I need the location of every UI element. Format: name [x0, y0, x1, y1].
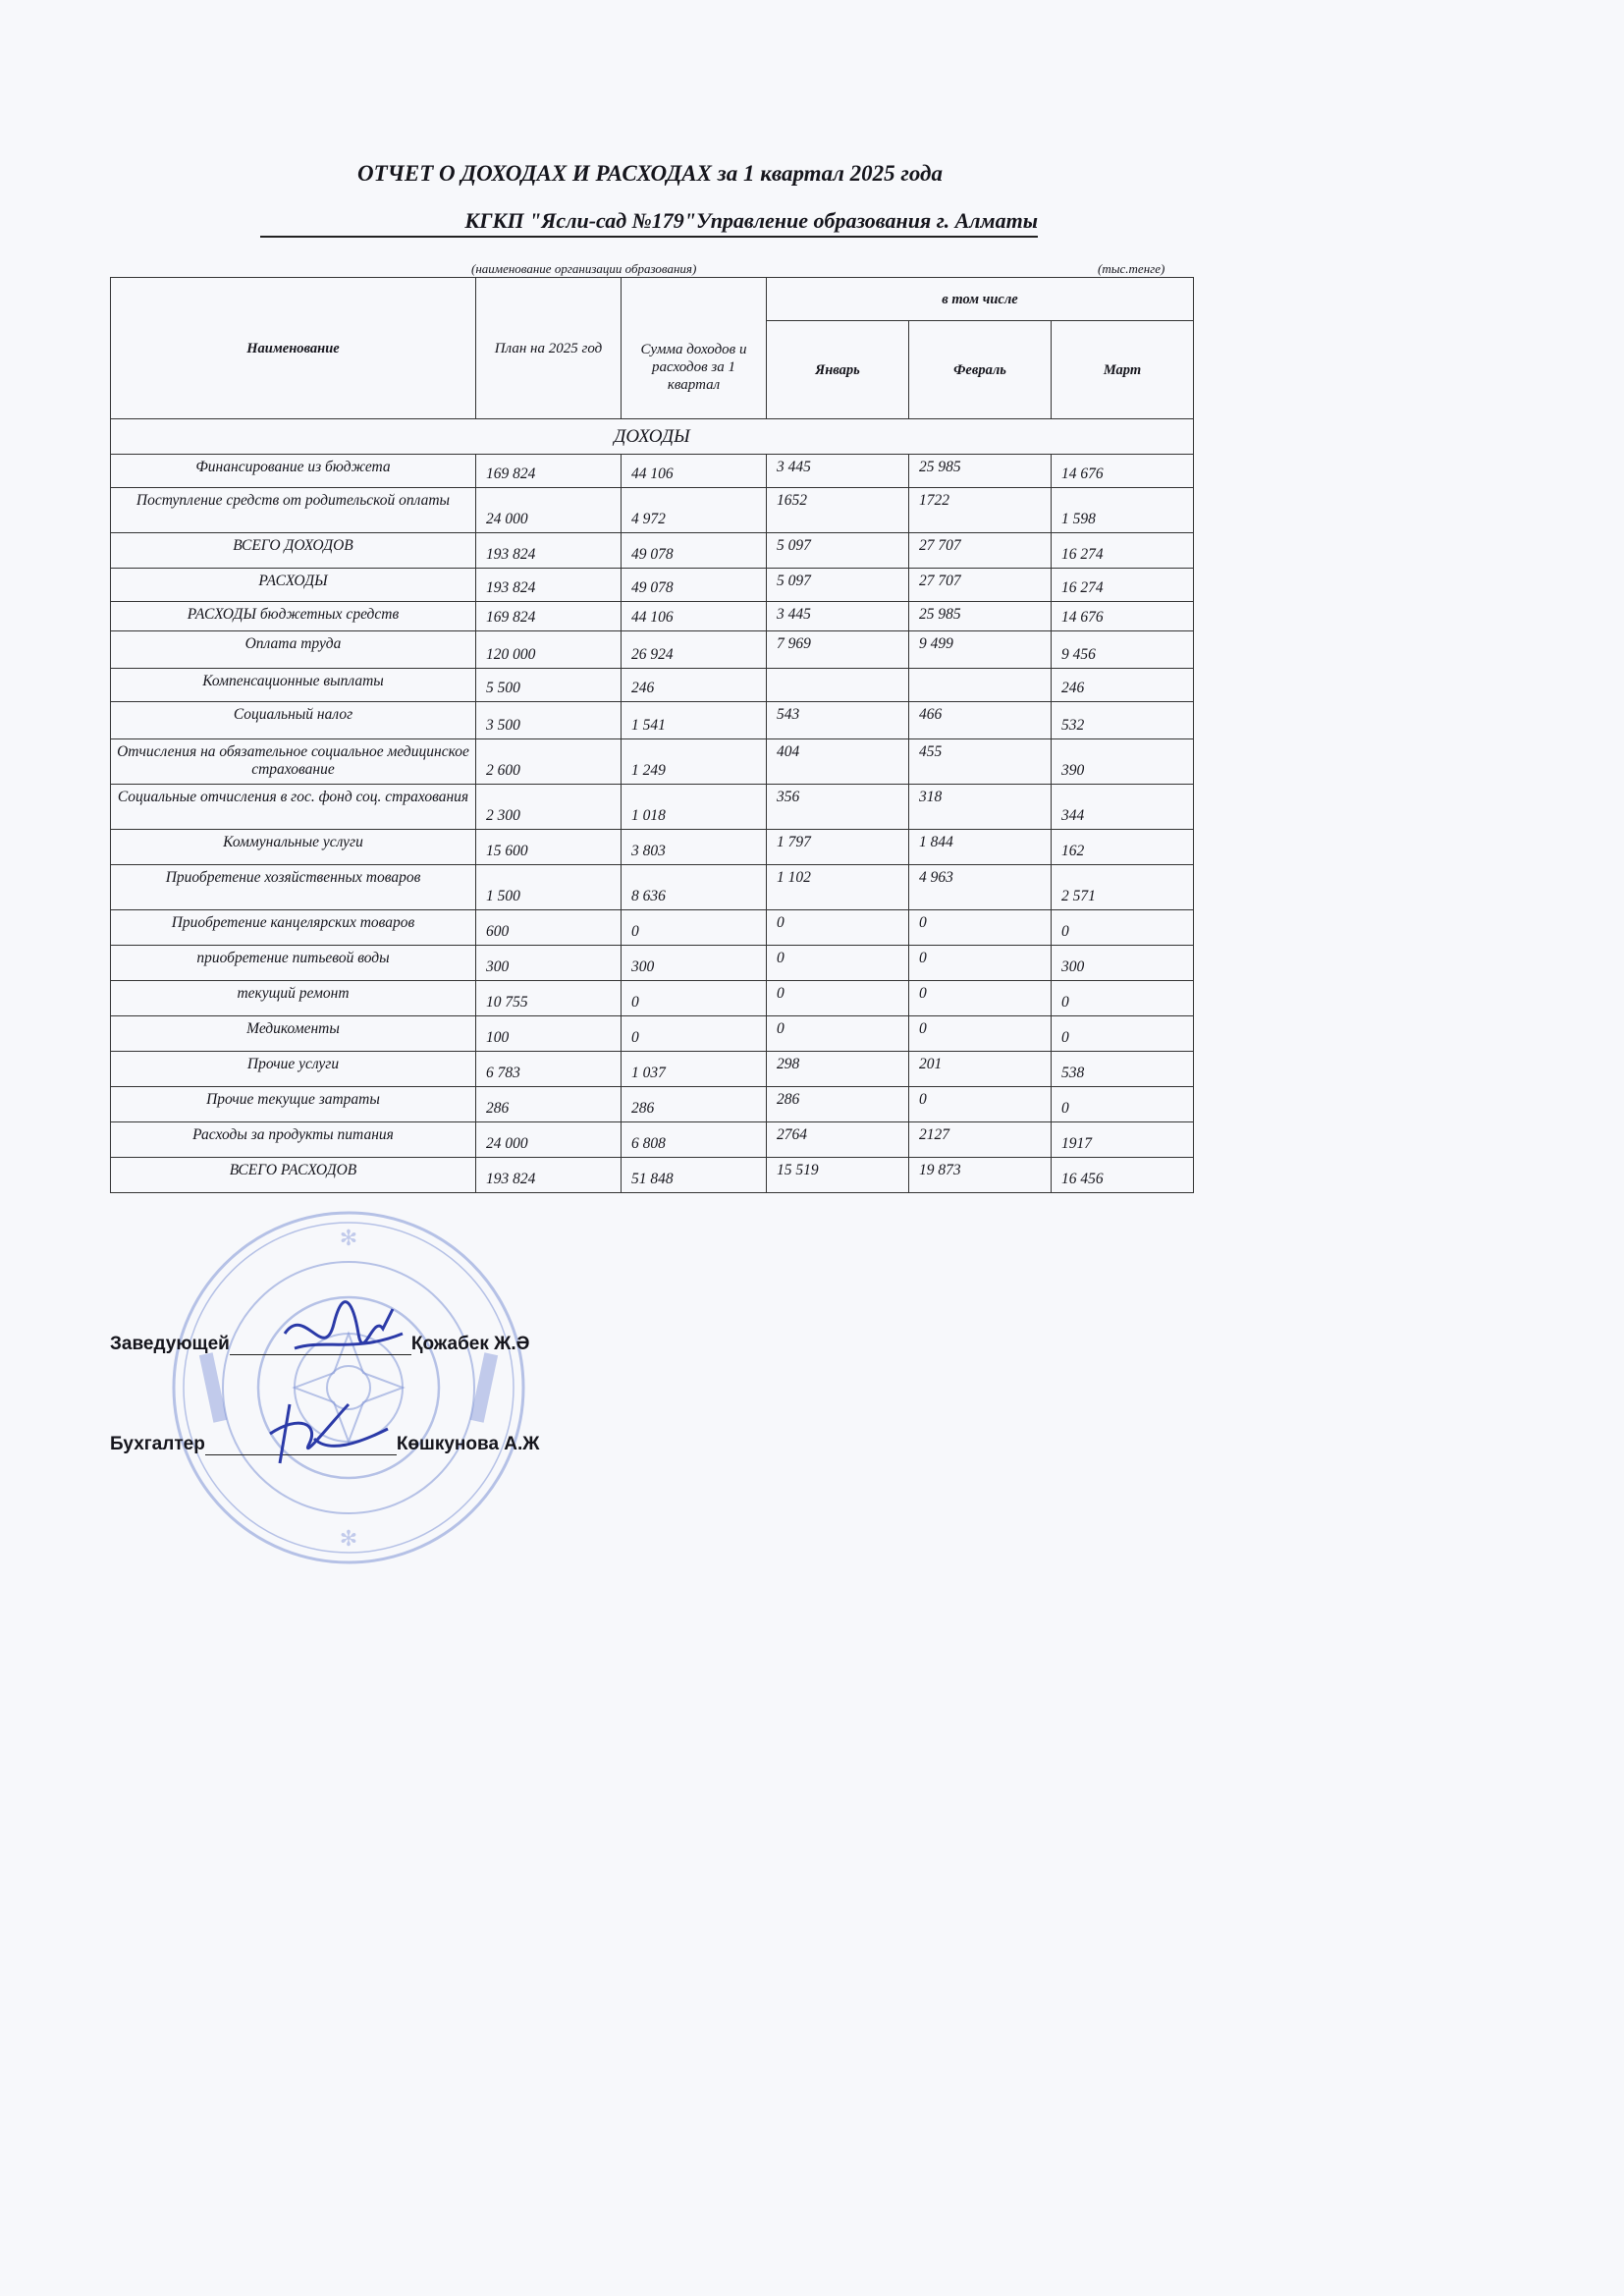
row-january: 0 — [767, 1016, 909, 1052]
row-sum: 49 078 — [622, 533, 767, 569]
row-name: Приобретение канцелярских товаров — [111, 910, 476, 946]
row-plan: 24 000 — [476, 488, 622, 533]
row-february: 4 963 — [909, 865, 1052, 910]
row-plan: 1 500 — [476, 865, 622, 910]
row-march: 1 598 — [1052, 488, 1194, 533]
table-row — [111, 785, 1194, 830]
row-sum: 8 636 — [622, 865, 767, 910]
row-plan: 120 000 — [476, 631, 622, 669]
row-plan: 100 — [476, 1016, 622, 1052]
row-plan: 5 500 — [476, 669, 622, 702]
row-name: РАСХОДЫ — [111, 569, 476, 602]
row-name: ВСЕГО РАСХОДОВ — [111, 1158, 476, 1193]
row-february: 25 985 — [909, 602, 1052, 631]
row-february: 25 985 — [909, 455, 1052, 488]
row-march: 162 — [1052, 830, 1194, 865]
row-march: 14 676 — [1052, 602, 1194, 631]
row-february: 201 — [909, 1052, 1052, 1087]
row-march: 16 456 — [1052, 1158, 1194, 1193]
table-row — [111, 910, 1194, 946]
table-row — [111, 1052, 1194, 1087]
units-note: (тыс.тенге) — [1098, 261, 1165, 276]
row-plan: 600 — [476, 910, 622, 946]
row-february: 0 — [909, 1087, 1052, 1122]
svg-text:✻: ✻ — [339, 1526, 358, 1551]
accountant-name: Көшкунова А.Ж — [396, 1434, 540, 1454]
row-january: 356 — [767, 785, 909, 830]
row-plan: 2 300 — [476, 785, 622, 830]
table-row — [111, 488, 1194, 533]
header-month-3: Март — [1052, 321, 1194, 419]
table-row — [111, 569, 1194, 602]
row-march: 16 274 — [1052, 533, 1194, 569]
row-february: 0 — [909, 946, 1052, 981]
row-sum: 300 — [622, 946, 767, 981]
table-row — [111, 1158, 1194, 1193]
row-name: ВСЕГО ДОХОДОВ — [111, 533, 476, 569]
organization-name: КГКП "Ясли-сад №179"Управление образования г. Алматы — [260, 208, 1038, 238]
row-march: 0 — [1052, 981, 1194, 1016]
row-january: 1 102 — [767, 865, 909, 910]
row-plan: 169 824 — [476, 455, 622, 488]
row-january: 404 — [767, 739, 909, 785]
row-name: РАСХОДЫ бюджетных средств — [111, 602, 476, 631]
row-january: 286 — [767, 1087, 909, 1122]
row-february — [909, 669, 1052, 702]
svg-text:✻: ✻ — [339, 1226, 358, 1250]
header-name: Наименование — [111, 278, 476, 419]
row-march: 2 571 — [1052, 865, 1194, 910]
row-january: 5 097 — [767, 569, 909, 602]
row-sum: 6 808 — [622, 1122, 767, 1158]
row-february: 0 — [909, 981, 1052, 1016]
row-february: 0 — [909, 1016, 1052, 1052]
row-plan: 15 600 — [476, 830, 622, 865]
section-income: ДОХОДЫ — [111, 419, 1194, 455]
row-february: 27 707 — [909, 533, 1052, 569]
table-row — [111, 669, 1194, 702]
row-sum: 4 972 — [622, 488, 767, 533]
table-row — [111, 739, 1194, 785]
row-january: 1 797 — [767, 830, 909, 865]
table-row — [111, 602, 1194, 631]
row-march: 9 456 — [1052, 631, 1194, 669]
row-name: Расходы за продукты питания — [111, 1122, 476, 1158]
table-row — [111, 981, 1194, 1016]
row-february: 455 — [909, 739, 1052, 785]
row-january: 5 097 — [767, 533, 909, 569]
row-january: 0 — [767, 910, 909, 946]
row-name: Прочие услуги — [111, 1052, 476, 1087]
row-march: 390 — [1052, 739, 1194, 785]
row-january: 1652 — [767, 488, 909, 533]
row-plan: 6 783 — [476, 1052, 622, 1087]
row-sum: 0 — [622, 910, 767, 946]
row-sum: 246 — [622, 669, 767, 702]
row-sum: 51 848 — [622, 1158, 767, 1193]
organization-caption: (наименование организации образования) — [471, 261, 697, 276]
row-january: 2764 — [767, 1122, 909, 1158]
row-february: 0 — [909, 910, 1052, 946]
row-sum: 1 018 — [622, 785, 767, 830]
table-row — [111, 1016, 1194, 1052]
row-march: 0 — [1052, 1087, 1194, 1122]
row-plan: 286 — [476, 1087, 622, 1122]
head-title: Заведующей — [110, 1334, 230, 1354]
row-january: 3 445 — [767, 602, 909, 631]
row-march: 1917 — [1052, 1122, 1194, 1158]
row-name: Коммунальные услуги — [111, 830, 476, 865]
row-plan: 10 755 — [476, 981, 622, 1016]
row-january: 3 445 — [767, 455, 909, 488]
row-march: 300 — [1052, 946, 1194, 981]
row-march: 14 676 — [1052, 455, 1194, 488]
table-row — [111, 702, 1194, 739]
row-january: 298 — [767, 1052, 909, 1087]
row-february: 318 — [909, 785, 1052, 830]
table-body — [111, 455, 1194, 1193]
row-plan: 300 — [476, 946, 622, 981]
accountant-handwritten-signature — [250, 1385, 398, 1473]
row-plan: 24 000 — [476, 1122, 622, 1158]
row-february: 1 844 — [909, 830, 1052, 865]
row-sum: 1 249 — [622, 739, 767, 785]
row-february: 27 707 — [909, 569, 1052, 602]
header-group: в том числе — [767, 278, 1194, 321]
row-plan: 193 824 — [476, 1158, 622, 1193]
row-february: 466 — [909, 702, 1052, 739]
accountant-title: Бухгалтер — [110, 1434, 205, 1454]
row-name: Прочие текущие затраты — [111, 1087, 476, 1122]
row-january: 0 — [767, 981, 909, 1016]
row-plan: 2 600 — [476, 739, 622, 785]
header-month-2: Февраль — [909, 321, 1052, 419]
row-february: 9 499 — [909, 631, 1052, 669]
row-march: 532 — [1052, 702, 1194, 739]
row-sum: 286 — [622, 1087, 767, 1122]
row-name: Социальный налог — [111, 702, 476, 739]
row-name: текущий ремонт — [111, 981, 476, 1016]
income-expense-table — [110, 277, 1194, 1193]
row-march: 246 — [1052, 669, 1194, 702]
row-plan: 169 824 — [476, 602, 622, 631]
row-january — [767, 669, 909, 702]
row-march: 16 274 — [1052, 569, 1194, 602]
head-handwritten-signature — [265, 1294, 412, 1368]
table-row — [111, 946, 1194, 981]
row-name: Социальные отчисления в гос. фонд соц. страхования — [111, 785, 476, 830]
row-plan: 193 824 — [476, 533, 622, 569]
row-sum: 49 078 — [622, 569, 767, 602]
table-row — [111, 1122, 1194, 1158]
row-march: 538 — [1052, 1052, 1194, 1087]
row-name: Компенсационные выплаты — [111, 669, 476, 702]
table-row — [111, 865, 1194, 910]
row-january: 7 969 — [767, 631, 909, 669]
row-name: приобретение питьевой воды — [111, 946, 476, 981]
row-name: Медикоменты — [111, 1016, 476, 1052]
row-january: 15 519 — [767, 1158, 909, 1193]
report-title: ОТЧЕТ О ДОХОДАХ И РАСХОДАХ за 1 квартал 2025 года — [357, 161, 943, 186]
row-february: 1722 — [909, 488, 1052, 533]
row-january: 0 — [767, 946, 909, 981]
row-sum: 0 — [622, 981, 767, 1016]
table-row — [111, 631, 1194, 669]
row-name: Поступление средств от родительской оплаты — [111, 488, 476, 533]
table-row — [111, 830, 1194, 865]
row-january: 543 — [767, 702, 909, 739]
row-march: 344 — [1052, 785, 1194, 830]
row-name: Приобретение хозяйственных товаров — [111, 865, 476, 910]
table-row — [111, 455, 1194, 488]
table-row — [111, 1087, 1194, 1122]
row-sum: 26 924 — [622, 631, 767, 669]
row-sum: 44 106 — [622, 602, 767, 631]
row-sum: 3 803 — [622, 830, 767, 865]
head-name: Қожабек Ж.Ә — [410, 1334, 530, 1354]
row-february: 2127 — [909, 1122, 1052, 1158]
header-plan: План на 2025 год — [476, 278, 622, 419]
row-march: 0 — [1052, 910, 1194, 946]
row-name: Оплата труда — [111, 631, 476, 669]
row-february: 19 873 — [909, 1158, 1052, 1193]
row-sum: 44 106 — [622, 455, 767, 488]
row-name: Финансирование из бюджета — [111, 455, 476, 488]
row-sum: 1 541 — [622, 702, 767, 739]
row-plan: 193 824 — [476, 569, 622, 602]
header-month-1: Январь — [767, 321, 909, 419]
row-march: 0 — [1052, 1016, 1194, 1052]
row-sum: 0 — [622, 1016, 767, 1052]
header-sum: Сумма доходов и расходов за 1 квартал — [622, 278, 767, 419]
table-row — [111, 533, 1194, 569]
row-plan: 3 500 — [476, 702, 622, 739]
row-sum: 1 037 — [622, 1052, 767, 1087]
row-name: Отчисления на обязательное социальное медицинское страхование — [111, 739, 476, 785]
